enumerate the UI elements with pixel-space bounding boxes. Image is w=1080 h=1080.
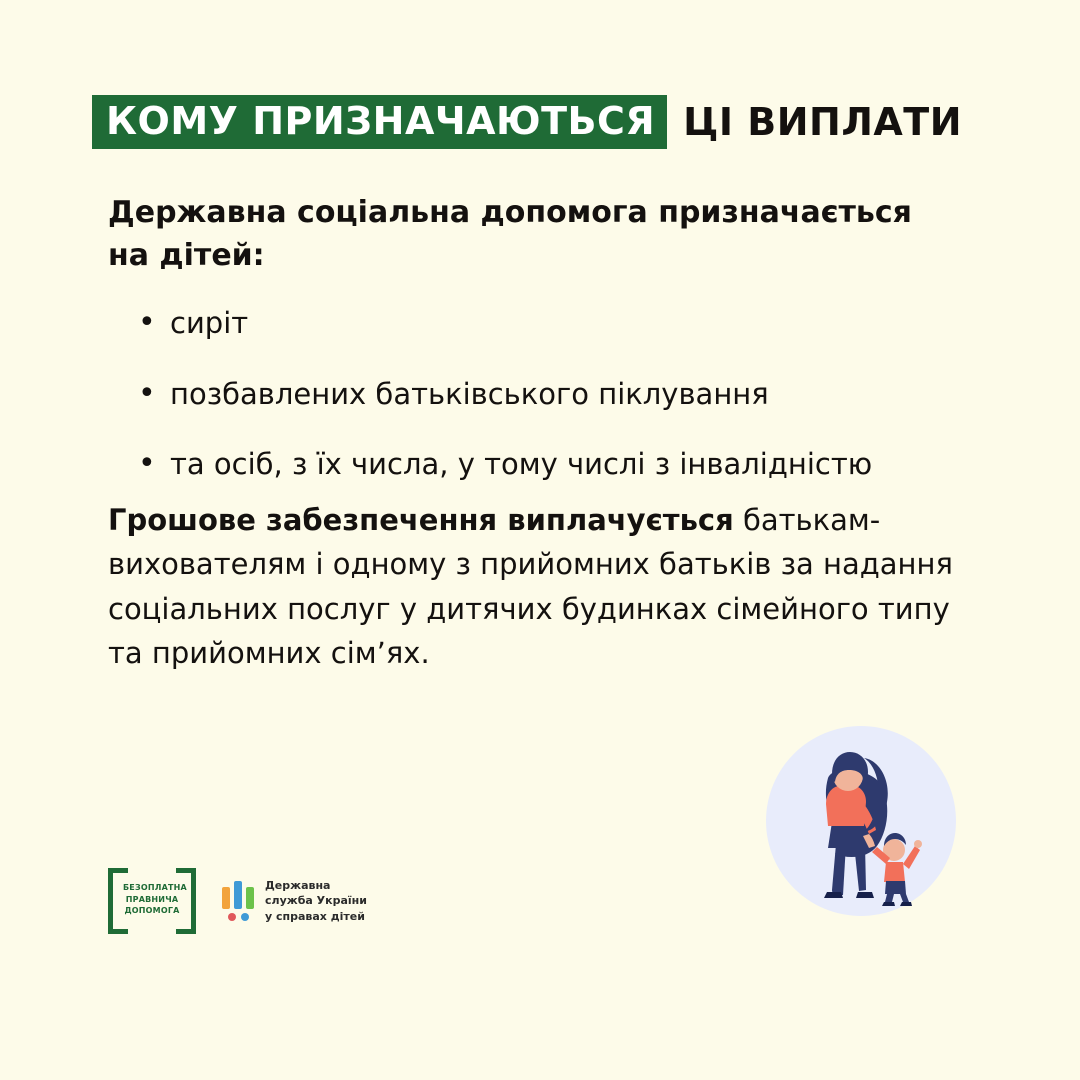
list-item: • та осіб, з їх числа, у тому числі з інвалідністю xyxy=(136,446,966,484)
page-title-rest: ЦІ ВИПЛАТИ xyxy=(683,100,963,144)
bullet-list xyxy=(136,305,966,484)
child-service-line-1: Державна xyxy=(265,878,331,892)
lead-paragraph: Державна соціальна допомога призначається на дітей: xyxy=(108,195,912,273)
page-title xyxy=(92,95,962,149)
body-paragraph xyxy=(108,498,958,675)
page-title-highlight: КОМУ ПРИЗНАЧАЮТЬСЯ xyxy=(92,95,667,149)
child-service-logo-text xyxy=(265,878,367,925)
free-legal-aid-logo xyxy=(108,868,196,934)
body-paragraph-bold: Грошове забезпечення виплачується xyxy=(108,503,734,537)
child-service-mark-icon xyxy=(222,881,256,921)
list-item: • сиріт xyxy=(136,305,966,343)
free-legal-aid-logo-text xyxy=(123,882,187,917)
legal-aid-line-1: БЕЗОПЛАТНА xyxy=(123,883,187,892)
mother-and-child-illustration xyxy=(766,726,956,916)
legal-aid-line-3: ДОПОМОГА xyxy=(124,906,180,916)
legal-aid-line-2: ПРАВНИЧА xyxy=(125,894,179,904)
child-service-line-3: у справах дітей xyxy=(265,909,365,923)
child-service-line-2: служба України xyxy=(265,894,367,908)
list-item: • позбавлених батьківського піклування xyxy=(136,376,966,414)
state-child-service-logo xyxy=(222,878,367,925)
body-paragraph-rest: батькам-вихователям і одному з прийомних батьків за надання соціальних послуг у дитячих будинках сімейного типу та прийомних сім’ях. xyxy=(108,503,953,671)
footer-logos xyxy=(108,868,367,934)
